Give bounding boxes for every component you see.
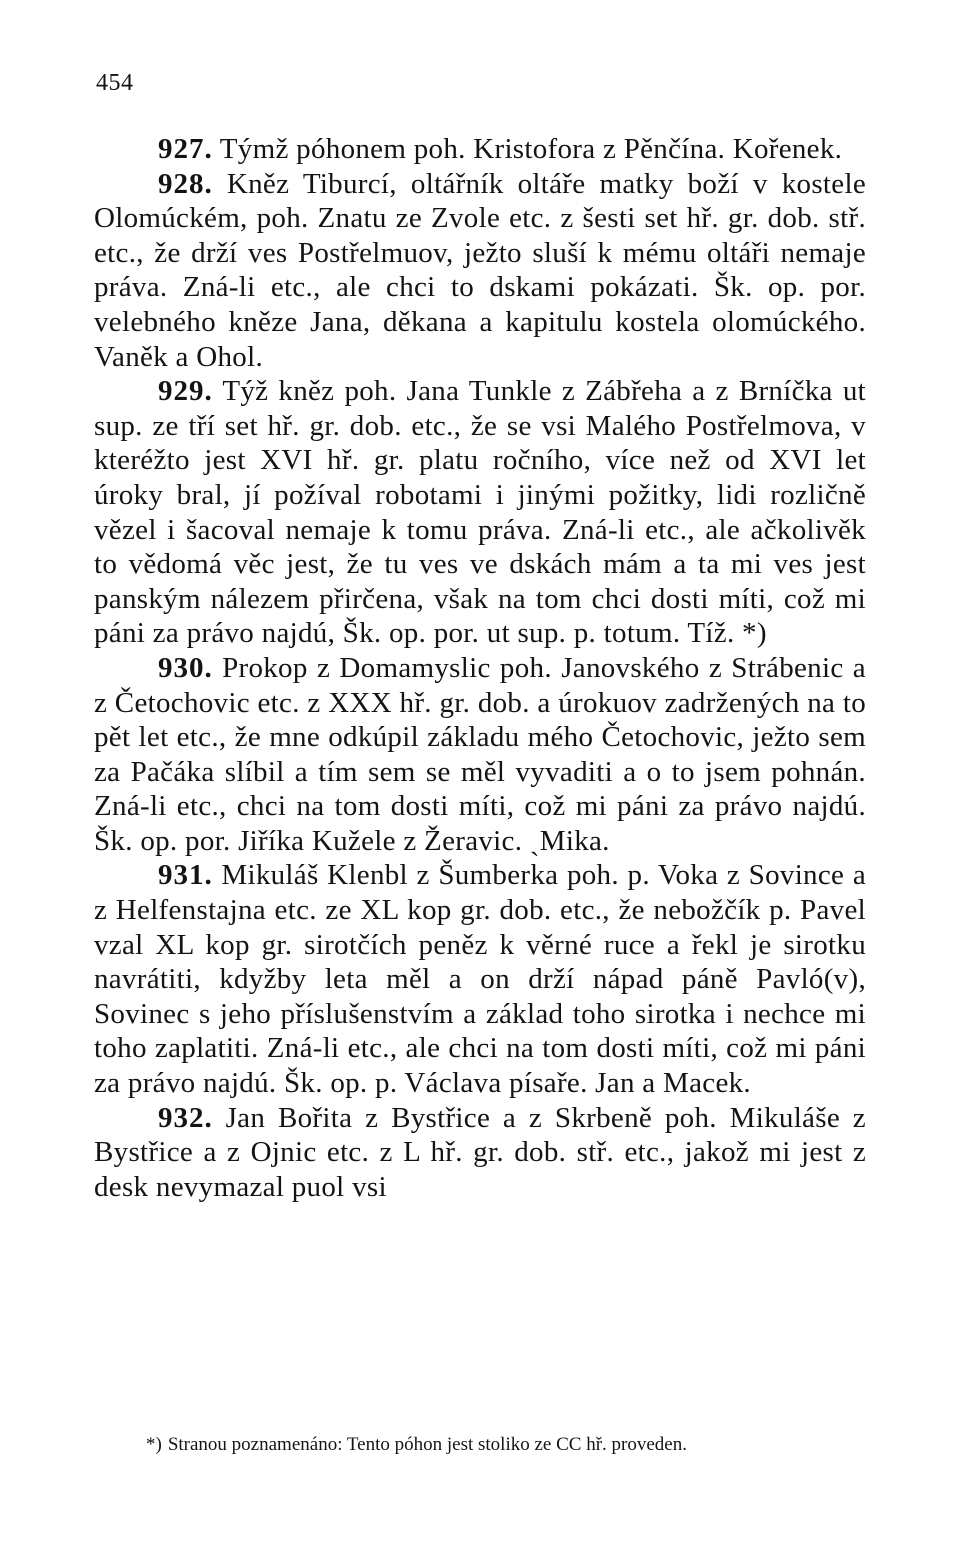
- entry-text: Kněz Tiburcí, oltářník oltáře matky boží v kostele Olomúckém, poh. Znatu ze Zvole etc. z šesti set hř. gr. dob. stř. etc., že drží ves Postřelmuov, ježto sluší k mému oltáři nemaje práva. Zná-li etc., ale chci to dskami pokázati. Šk. op. por. velebného kněze Jana, děkana a kapitulu kostela olomúckého. Vaněk a Ohol.: [94, 167, 866, 373]
- entry-930: [94, 651, 866, 859]
- entry-929: [94, 374, 866, 651]
- page-number: 454: [96, 70, 134, 96]
- entry-932: [94, 1101, 866, 1205]
- entry-number: 928.: [158, 167, 213, 200]
- entry-931: [94, 858, 866, 1100]
- entry-number: 929.: [158, 375, 213, 408]
- footnote-text: Stranou poznamenáno: Tento póhon jest stoliko ze CC hř. proveden.: [167, 1434, 687, 1455]
- footnote-marker: *): [146, 1434, 162, 1455]
- entry-number: 927.: [158, 133, 213, 165]
- entry-number: 932.: [158, 1101, 213, 1134]
- entry-number: 931.: [158, 859, 213, 892]
- entry-text: Týmž póhonem poh. Kristofora z Pěnčína. Kořenek.: [219, 133, 843, 165]
- footnote: [146, 1432, 866, 1458]
- entry-text: Týž kněz poh. Jana Tunkle z Zábřeha a z Brníčka ut sup. ze tří set hř. gr. dob. etc., že se vsi Malého Postřelmova, v kteréžto jest XVI hř. gr. platu ročního, více než od XVI let úroky bral, jí požíval robotami i jinými požitky, lidi rozličně vězel i šacoval nemaje k tomu práva. Zná-li etc., ale ačkolivěk to vědomá věc jest, že tu ves ve dskách mám a ta mi ves jest panským nálezem přirčena, však na tom chci dosti míti, což mi páni za právo najdú, Šk. op. por. ut sup. p. totum. Tíž. *): [94, 375, 866, 650]
- entry-number: 930.: [158, 651, 213, 684]
- entry-928: [94, 167, 866, 375]
- main-text: [94, 132, 866, 1204]
- entry-text: Jan Bořita z Bystřice a z Skrbeně poh. Mikuláše z Bystřice a z Ojnic etc. z L hř. gr. dob. stř. etc., jakož mi jest z desk nevymazal puol vsi: [94, 1101, 866, 1203]
- entry-text: Prokop z Domamyslic poh. Janovského z Strábenic a z Četochovic etc. z XXX hř. gr. dob. a úrokuov zadržených na to pět let etc., že mne odkúpil základu mého Četochovic, ježto sem za Pačáka slíbil a tím sem se měl vyvaditi a o to jsem pohnán. Zná-li etc., chci na tom dosti míti, což mi páni za právo najdú. Šk. op. por. Jiříka Kužele z Žeravic. ˏMika.: [94, 651, 866, 857]
- entry-text: Mikuláš Klenbl z Šumberka poh. p. Voka z Sovince a z Helfenstajna etc. ze XL kop gr. dob. etc., že nebožčík p. Pavel vzal XL kop gr. sirotčích peněz k věrné ruce a řekl je sirotku navrátiti, kdyžby leta měl a on drží nápad páně Pavló(v), Sovinec s jeho příslušenstvím a základ toho sirotka i nechce mi toho zaplatiti. Zná-li etc., ale chci na tom dosti míti, což mi páni za právo najdú. Šk. op. p. Václava písaře. Jan a Macek.: [94, 859, 866, 1100]
- entry-927: [94, 132, 866, 167]
